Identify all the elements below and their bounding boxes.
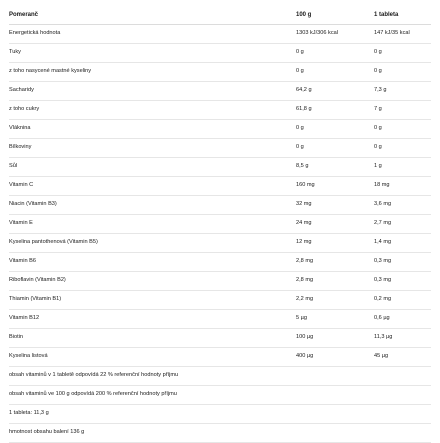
header-product: Pomeranč: [9, 12, 39, 18]
table-row: [9, 272, 431, 291]
nutrient-name: Sacharidy: [9, 87, 34, 94]
note-text: obsah vitaminů v 1 tabletě odpovídá 22 % referenční hodnoty příjmu: [9, 372, 179, 379]
nutrient-name: z toho nasycené mastné kyseliny: [9, 68, 92, 75]
value-per-tablet: 0,3 mg: [374, 277, 392, 284]
value-per-100g: 0 g: [296, 144, 304, 151]
table-row: [9, 234, 431, 253]
table-row: [9, 63, 431, 82]
table-row: [9, 291, 431, 310]
table-row: [9, 215, 431, 234]
value-per-tablet: 1 g: [374, 163, 382, 170]
value-per-tablet: 0,6 µg: [374, 315, 390, 322]
table-row: [9, 44, 431, 63]
value-per-100g: 400 µg: [296, 353, 314, 360]
table-row: [9, 310, 431, 329]
value-per-tablet: 7 g: [374, 106, 382, 113]
value-per-100g: 0 g: [296, 68, 304, 75]
value-per-tablet: 2,7 mg: [374, 220, 392, 227]
value-per-100g: 2,2 mg: [296, 296, 314, 303]
value-per-100g: 1303 kJ/306 kcal: [296, 30, 338, 37]
note-text: obsah vitaminů ve 100 g odpovídá 200 % referenční hodnoty příjmu: [9, 391, 177, 398]
value-per-tablet: 11,3 µg: [374, 334, 393, 341]
table-row: [9, 196, 431, 215]
value-per-100g: 0 g: [296, 49, 304, 56]
value-per-100g: 100 µg: [296, 334, 314, 341]
nutrient-name: Tuky: [9, 49, 21, 56]
table-row: [9, 329, 431, 348]
value-per-100g: 64,2 g: [296, 87, 312, 94]
value-per-100g: 8,5 g: [296, 163, 309, 170]
value-per-tablet: 1,4 mg: [374, 239, 392, 246]
value-per-tablet: 0 g: [374, 144, 382, 151]
value-per-100g: 2,8 mg: [296, 258, 314, 265]
table-row: [9, 348, 431, 367]
note-row: [9, 367, 431, 386]
nutrient-name: z toho cukry: [9, 106, 40, 113]
table-row: [9, 25, 431, 44]
note-text: hmotnost obsahu balení 136 g: [9, 429, 85, 436]
table-row: [9, 177, 431, 196]
value-per-100g: 12 mg: [296, 239, 312, 246]
nutrient-name: Niacin (Vitamin B3): [9, 201, 57, 208]
nutrient-name: Vitamin B6: [9, 258, 36, 265]
value-per-tablet: 0,2 mg: [374, 296, 392, 303]
nutrient-name: Vitamin B12: [9, 315, 40, 322]
nutrition-table: [9, 0, 431, 443]
value-per-100g: 5 µg: [296, 315, 307, 322]
value-per-100g: 160 mg: [296, 182, 315, 189]
table-row: [9, 158, 431, 177]
value-per-tablet: 147 kJ/35 kcal: [374, 30, 410, 37]
nutrient-name: Vláknina: [9, 125, 31, 132]
nutrient-name: Kyselina listová: [9, 353, 48, 360]
nutrient-name: Vitamin C: [9, 182, 34, 189]
value-per-100g: 24 mg: [296, 220, 312, 227]
table-row: [9, 82, 431, 101]
value-per-tablet: 0 g: [374, 49, 382, 56]
value-per-100g: 32 mg: [296, 201, 312, 208]
note-text: 1 tableta: 11,3 g: [9, 410, 49, 417]
table-row: [9, 139, 431, 158]
nutrient-name: Energetická hodnota: [9, 30, 61, 37]
value-per-tablet: 45 µg: [374, 353, 389, 360]
table-row: [9, 120, 431, 139]
value-per-tablet: 3,6 mg: [374, 201, 392, 208]
value-per-100g: 2,8 mg: [296, 277, 314, 284]
nutrient-name: Kyselina pantothenová (Vitamin B5): [9, 239, 98, 246]
note-row: [9, 424, 431, 443]
note-row: [9, 405, 431, 424]
nutrient-name: Riboflavin (Vitamin B2): [9, 277, 66, 284]
value-per-100g: 61,8 g: [296, 106, 312, 113]
table-row: [9, 101, 431, 120]
value-per-tablet: 0 g: [374, 68, 382, 75]
value-per-100g: 0 g: [296, 125, 304, 132]
nutrient-name: Thiamin (Vitamin B1): [9, 296, 62, 303]
note-row: [9, 386, 431, 405]
nutrient-name: Biotin: [9, 334, 23, 341]
value-per-tablet: 7,3 g: [374, 87, 387, 94]
header-per-tablet: 1 tableta: [374, 12, 399, 18]
value-per-tablet: 0 g: [374, 125, 382, 132]
table-header: [9, 6, 431, 25]
value-per-tablet: 0,3 mg: [374, 258, 392, 265]
nutrient-name: Bílkoviny: [9, 144, 32, 151]
table-row: [9, 253, 431, 272]
value-per-tablet: 18 mg: [374, 182, 390, 189]
header-per-100g: 100 g: [296, 12, 312, 18]
nutrient-name: Vitamin E: [9, 220, 33, 227]
nutrient-name: Sůl: [9, 163, 18, 170]
